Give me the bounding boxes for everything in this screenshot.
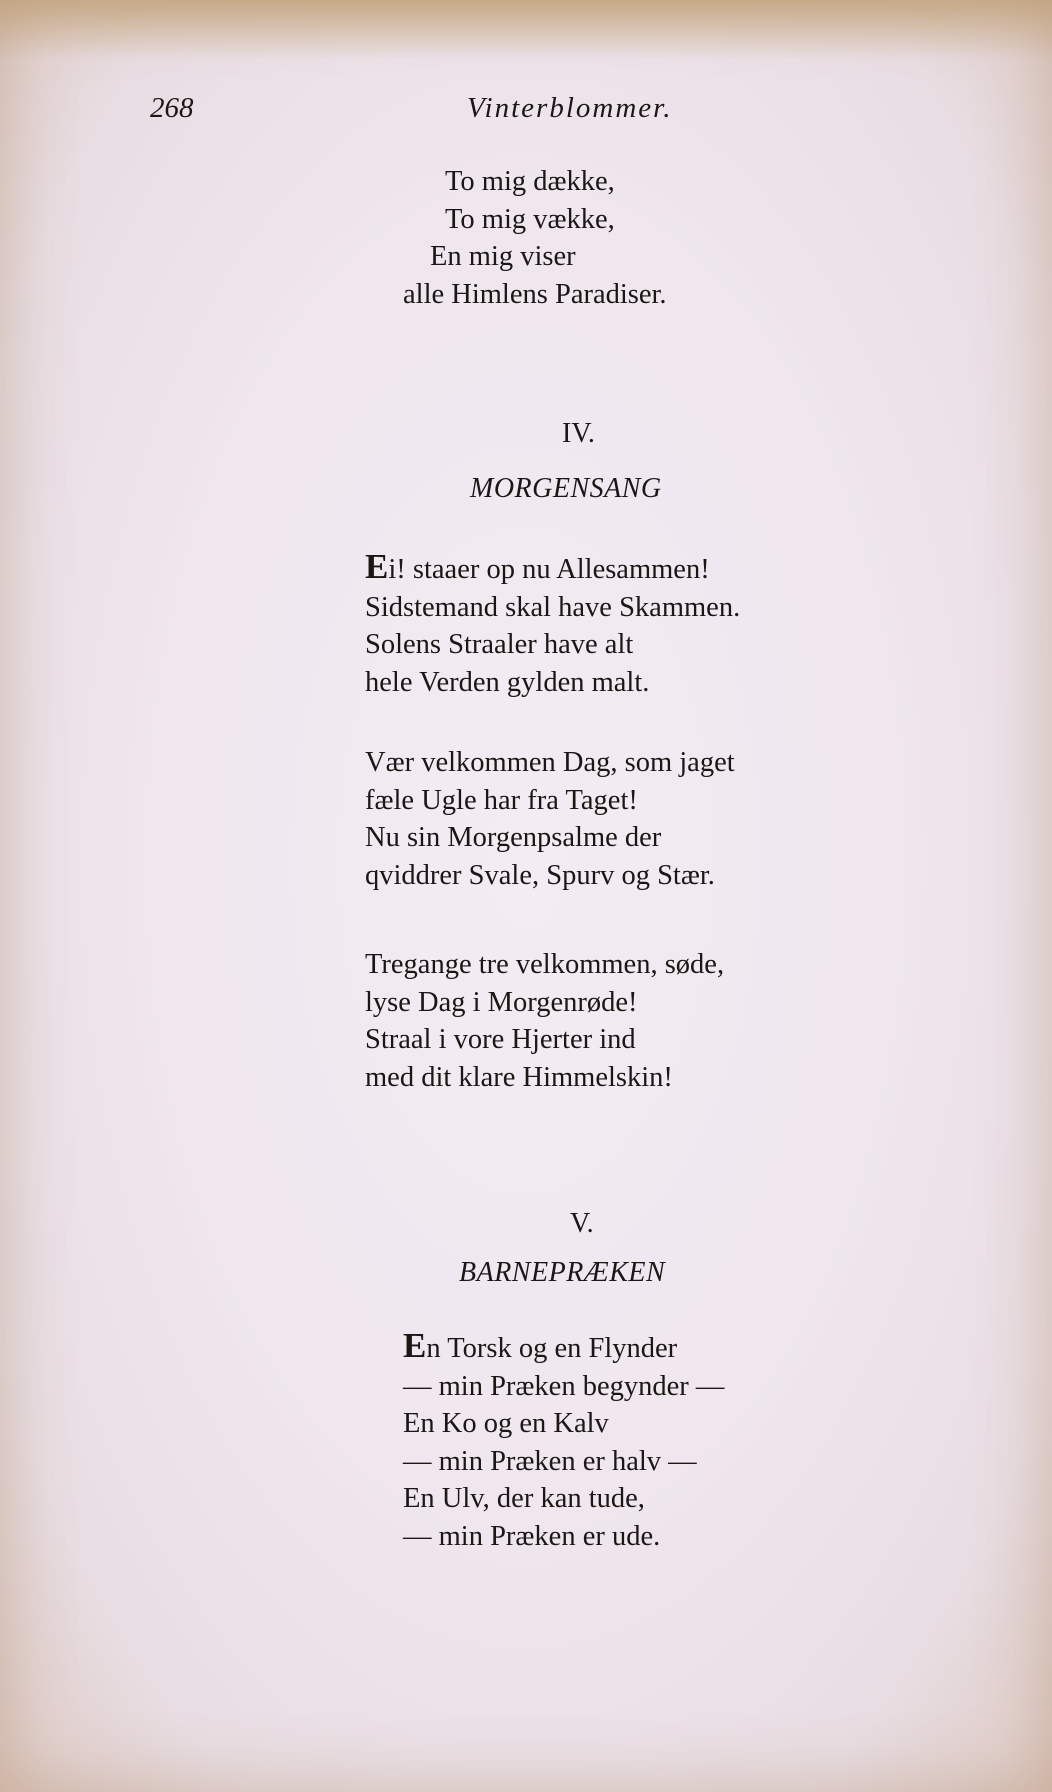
- page-top-edge: [0, 0, 1052, 60]
- morgensang-stanza-1: [365, 548, 740, 701]
- running-title: Vinterblommer.: [467, 92, 673, 124]
- barneprken-stanza: [403, 1327, 724, 1555]
- stanza-line: alle Himlens Paradiser.: [403, 278, 667, 310]
- drop-cap: E: [365, 547, 389, 586]
- stanza-line: Straal i vore Hjerter ind: [365, 1024, 636, 1055]
- stanza-line: Nu sin Morgenpsalme der: [365, 822, 662, 853]
- stanza-line: qviddrer Svale, Spurv og Stær.: [365, 859, 715, 891]
- stanza-line: lyse Dag i Morgenrøde!: [365, 986, 638, 1018]
- running-head: [0, 92, 1052, 136]
- stanza-line: En Ko og en Kalv: [403, 1408, 609, 1439]
- morgensang-stanza-2: [365, 744, 735, 894]
- stanza-line: Sidstemand skal have Skammen.: [365, 591, 741, 623]
- stanza-line: [365, 548, 740, 589]
- page-number: 268: [150, 92, 194, 124]
- section-title-barneprken: BARNEPRÆKEN: [459, 1257, 666, 1288]
- stanza-line: To mig dække,: [445, 166, 615, 197]
- stanza-line: [403, 1327, 724, 1368]
- stanza-line-text: n Torsk og en Flynder: [426, 1333, 678, 1364]
- section-numeral-iv: IV.: [562, 418, 595, 449]
- stanza-line: fæle Ugle har fra Taget!: [365, 784, 638, 816]
- stanza-line: — min Præken er halv —: [403, 1445, 697, 1477]
- drop-cap: E: [403, 1326, 427, 1365]
- stanza-line: Vær velkommen Dag, som jaget: [365, 747, 735, 778]
- stanza-line: hele Verden gylden malt.: [365, 666, 650, 698]
- stanza-line-text: i! staaer op nu Allesammen!: [388, 554, 710, 585]
- stanza-line: Tregange tre velkommen, søde,: [365, 949, 725, 980]
- stanza-line: — min Præken er ude.: [403, 1520, 661, 1552]
- section-title-morgensang: MORGENSANG: [470, 473, 662, 504]
- section-numeral-v: V.: [570, 1208, 594, 1239]
- stanza-line: — min Præken begynder —: [403, 1370, 725, 1402]
- stanza-line: med dit klare Himmelskin!: [365, 1061, 673, 1093]
- intro-stanza: [403, 163, 667, 313]
- stanza-line: En Ulv, der kan tude,: [403, 1483, 645, 1514]
- stanza-line: To mig vække,: [445, 203, 615, 235]
- stanza-line: Solens Straaler have alt: [365, 629, 634, 660]
- morgensang-stanza-3: [365, 946, 724, 1096]
- stanza-line: En mig viser: [430, 241, 576, 272]
